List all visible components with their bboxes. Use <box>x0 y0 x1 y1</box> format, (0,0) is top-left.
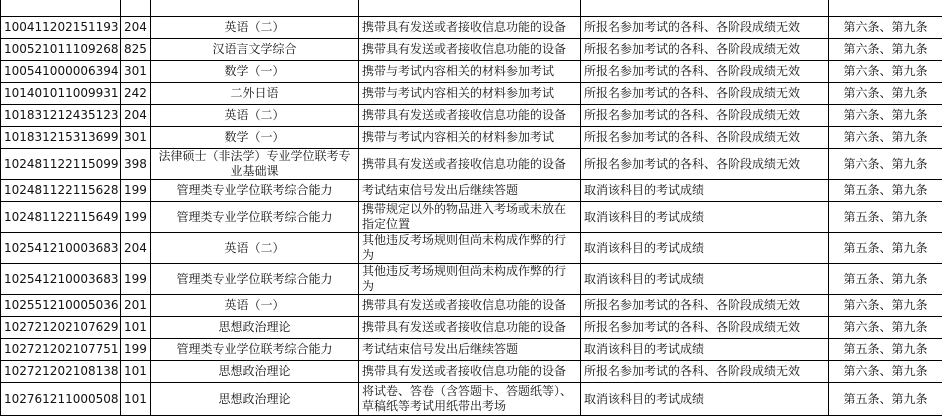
subject-code-cell: 199 <box>121 180 151 202</box>
table-row <box>1 105 942 127</box>
subject-name-cell: 汉语言文学综合 <box>151 39 359 61</box>
examinee-id-cell: 102761211000508 <box>1 383 121 416</box>
subject-code-cell: 101 <box>121 383 151 416</box>
table-row <box>1 317 942 339</box>
table-body <box>1 0 942 416</box>
violation-cell: 携带具有发送或者接收信息功能的设备 <box>359 317 581 339</box>
subject-name-cell: 管理类专业学位联考综合能力 <box>151 339 359 361</box>
violation-cell: 其他违反考场规则但尚未构成作弊的行为 <box>359 264 581 295</box>
subject-code-cell <box>121 0 151 17</box>
violation-cell: 携带规定以外的物品进入考场或未放在指定位置 <box>359 202 581 233</box>
violation-cell: 携带具有发送或者接收信息功能的设备 <box>359 17 581 39</box>
examinee-id-cell: 102481122115649 <box>1 202 121 233</box>
subject-code-cell: 199 <box>121 264 151 295</box>
subject-name-cell: 思想政治理论 <box>151 317 359 339</box>
article-cell: 第六条、第九条 <box>829 149 942 180</box>
subject-name-cell: 二外日语 <box>151 83 359 105</box>
examinee-id-cell: 102541210003683 <box>1 264 121 295</box>
examinee-id-cell: 101401011009931 <box>1 83 121 105</box>
violation-cell: 携带具有发送或者接收信息功能的设备 <box>359 149 581 180</box>
subject-name-cell: 管理类专业学位联考综合能力 <box>151 264 359 295</box>
table-row <box>1 17 942 39</box>
article-cell: 第六条、第九条 <box>829 105 942 127</box>
violation-cell: 携带具有发送或者接收信息功能的设备 <box>359 39 581 61</box>
subject-code-cell: 101 <box>121 317 151 339</box>
table-row <box>1 0 942 17</box>
subject-name-cell: 思想政治理论 <box>151 383 359 416</box>
subject-code-cell: 204 <box>121 17 151 39</box>
article-cell: 第五条、第九条 <box>829 233 942 264</box>
table-row <box>1 202 942 233</box>
violation-cell: 携带与考试内容相关的材料参加考试 <box>359 83 581 105</box>
subject-code-cell: 242 <box>121 83 151 105</box>
subject-name-cell: 法律硕士（非法学）专业学位联考专业基础课 <box>151 149 359 180</box>
article-cell: 第五条、第九条 <box>829 202 942 233</box>
article-cell: 第六条、第九条 <box>829 295 942 317</box>
article-cell: 第六条、第九条 <box>829 17 942 39</box>
examinee-id-cell: 101831215313699 <box>1 127 121 149</box>
penalty-cell: 取消该科目的考试成绩 <box>581 202 829 233</box>
violation-cell: 其他违反考场规则但尚未构成作弊的行为 <box>359 233 581 264</box>
penalty-cell: 取消该科目的考试成绩 <box>581 180 829 202</box>
table-row <box>1 264 942 295</box>
article-cell: 第六条、第九条 <box>829 61 942 83</box>
examinee-id-cell: 102481122115099 <box>1 149 121 180</box>
penalty-cell: 所报名参加考试的各科、各阶段成绩无效 <box>581 149 829 180</box>
table-row <box>1 180 942 202</box>
examinee-id-cell: 102551210005036 <box>1 295 121 317</box>
violation-cell: 携带具有发送或者接收信息功能的设备 <box>359 361 581 383</box>
table-row <box>1 339 942 361</box>
examinee-id-cell: 100521011109268 <box>1 39 121 61</box>
violation-cell: 携带具有发送或者接收信息功能的设备 <box>359 295 581 317</box>
table-row <box>1 83 942 105</box>
penalty-cell: 所报名参加考试的各科、各阶段成绩无效 <box>581 317 829 339</box>
subject-name-cell: 英语（二） <box>151 233 359 264</box>
penalty-cell: 所报名参加考试的各科、各阶段成绩无效 <box>581 105 829 127</box>
penalty-cell: 所报名参加考试的各科、各阶段成绩无效 <box>581 127 829 149</box>
table-row <box>1 295 942 317</box>
table-row <box>1 233 942 264</box>
subject-code-cell: 204 <box>121 233 151 264</box>
subject-code-cell: 101 <box>121 361 151 383</box>
article-cell: 第六条、第九条 <box>829 39 942 61</box>
subject-code-cell: 301 <box>121 127 151 149</box>
penalty-cell: 所报名参加考试的各科、各阶段成绩无效 <box>581 295 829 317</box>
subject-name-cell <box>151 0 359 17</box>
article-cell: 第五条、第九条 <box>829 180 942 202</box>
table-row <box>1 361 942 383</box>
subject-code-cell: 199 <box>121 202 151 233</box>
penalty-cell: 取消该科目的考试成绩 <box>581 233 829 264</box>
subject-name-cell: 英语（二） <box>151 105 359 127</box>
subject-code-cell: 204 <box>121 105 151 127</box>
examinee-id-cell: 101831212435123 <box>1 105 121 127</box>
penalty-cell: 取消该科目的考试成绩 <box>581 339 829 361</box>
violation-cell: 携带具有发送或者接收信息功能的设备 <box>359 105 581 127</box>
table-row <box>1 39 942 61</box>
examinee-id-cell: 102721202107751 <box>1 339 121 361</box>
violation-cell: 将试卷、答卷（含答题卡、答题纸等）、草稿纸等考试用纸带出考场 <box>359 383 581 416</box>
subject-code-cell: 825 <box>121 39 151 61</box>
penalty-cell: 所报名参加考试的各科、各阶段成绩无效 <box>581 61 829 83</box>
subject-name-cell: 思想政治理论 <box>151 361 359 383</box>
article-cell: 第六条、第九条 <box>829 83 942 105</box>
examinee-id-cell <box>1 0 121 17</box>
subject-name-cell: 英语（二） <box>151 17 359 39</box>
subject-code-cell: 301 <box>121 61 151 83</box>
examinee-id-cell: 102541210003683 <box>1 233 121 264</box>
article-cell: 第五条、第九条 <box>829 383 942 416</box>
violation-cell: 携带与考试内容相关的材料参加考试 <box>359 127 581 149</box>
examinee-id-cell: 102721202108138 <box>1 361 121 383</box>
table-row <box>1 61 942 83</box>
subject-name-cell: 数学（一） <box>151 127 359 149</box>
penalty-cell <box>581 0 829 17</box>
violation-cell: 携带与考试内容相关的材料参加考试 <box>359 61 581 83</box>
subject-code-cell: 199 <box>121 339 151 361</box>
violation-cell <box>359 0 581 17</box>
article-cell: 第六条、第九条 <box>829 361 942 383</box>
examinee-id-cell: 102481122115628 <box>1 180 121 202</box>
examinee-id-cell: 100411202151193 <box>1 17 121 39</box>
penalty-cell: 所报名参加考试的各科、各阶段成绩无效 <box>581 17 829 39</box>
table-row <box>1 383 942 416</box>
penalty-cell: 取消该科目的考试成绩 <box>581 383 829 416</box>
penalty-cell: 所报名参加考试的各科、各阶段成绩无效 <box>581 83 829 105</box>
examinee-id-cell: 100541000006394 <box>1 61 121 83</box>
article-cell <box>829 0 942 17</box>
subject-code-cell: 201 <box>121 295 151 317</box>
subject-name-cell: 英语（一） <box>151 295 359 317</box>
penalty-cell: 所报名参加考试的各科、各阶段成绩无效 <box>581 361 829 383</box>
subject-name-cell: 管理类专业学位联考综合能力 <box>151 180 359 202</box>
examinee-id-cell: 102721202107629 <box>1 317 121 339</box>
article-cell: 第六条、第九条 <box>829 127 942 149</box>
article-cell: 第六条、第九条 <box>829 317 942 339</box>
table-row <box>1 127 942 149</box>
subject-code-cell: 398 <box>121 149 151 180</box>
violation-cell: 考试结束信号发出后继续答题 <box>359 339 581 361</box>
article-cell: 第五条、第九条 <box>829 339 942 361</box>
subject-name-cell: 数学（一） <box>151 61 359 83</box>
subject-name-cell: 管理类专业学位联考综合能力 <box>151 202 359 233</box>
article-cell: 第五条、第九条 <box>829 264 942 295</box>
penalty-cell: 取消该科目的考试成绩 <box>581 264 829 295</box>
penalty-cell: 所报名参加考试的各科、各阶段成绩无效 <box>581 39 829 61</box>
violation-cell: 考试结束信号发出后继续答题 <box>359 180 581 202</box>
table-row <box>1 149 942 180</box>
